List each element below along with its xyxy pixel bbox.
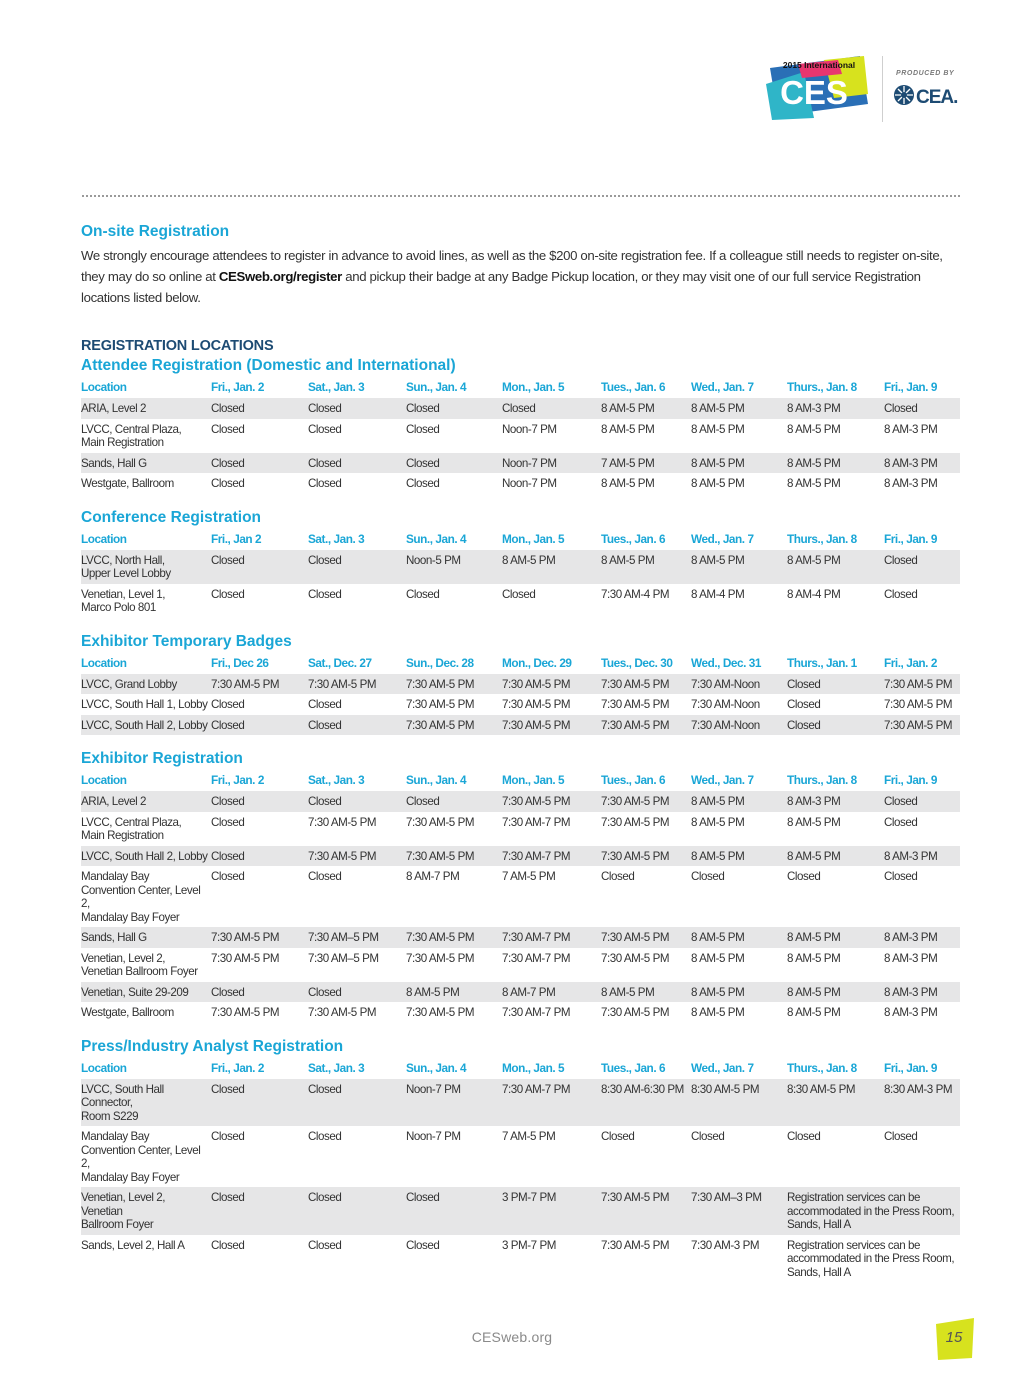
hours-cell: 7:30 AM-5 PM bbox=[406, 927, 502, 948]
hours-cell: Noon-7 PM bbox=[502, 453, 601, 474]
column-header-day: Thurs., Jan. 1 bbox=[787, 655, 857, 670]
column-header-day: Sun., Jan. 4 bbox=[406, 1060, 467, 1075]
hours-cell: 3 PM-7 PM bbox=[502, 1187, 601, 1235]
location-cell: Mandalay Bay Convention Center, Level 2, Mandalay Bay Foyer bbox=[81, 1130, 201, 1184]
hours-cell: 8 AM-5 PM bbox=[691, 846, 787, 867]
hours-cell: 7:30 AM-5 PM bbox=[406, 815, 475, 829]
location-cell: Venetian, Level 2, Venetian Ballroom Foyer bbox=[81, 951, 198, 978]
hours-cell: Noon-7 PM bbox=[406, 1130, 461, 1143]
table-row bbox=[81, 866, 960, 927]
hours-cell: 8 AM-3 PM bbox=[884, 927, 960, 948]
location-cell: Westgate, Ballroom bbox=[81, 1006, 174, 1019]
hours-cell: Closed bbox=[211, 398, 308, 419]
hours-cell: Closed bbox=[308, 587, 342, 601]
hours-cell: Closed bbox=[884, 870, 918, 883]
hours-cell: Closed bbox=[787, 870, 821, 883]
hours-cell: Closed bbox=[211, 846, 308, 867]
table-row bbox=[81, 1187, 960, 1235]
hours-cell: 8 AM-5 PM bbox=[691, 453, 787, 474]
column-header-day: Tues., Jan. 6 bbox=[601, 380, 666, 394]
hours-cell: Closed bbox=[211, 791, 308, 812]
dotted-divider bbox=[82, 195, 960, 197]
hours-cell: Closed bbox=[406, 398, 502, 419]
hours-cell: 7:30 AM-5 PM bbox=[601, 815, 670, 829]
hours-cell: Closed bbox=[406, 587, 440, 601]
hours-cell: 7:30 AM-5 PM bbox=[502, 791, 601, 812]
hours-cell: 7:30 AM-5 PM bbox=[211, 1006, 280, 1019]
column-header-location: Location bbox=[81, 773, 127, 787]
column-header-location: Location bbox=[81, 1060, 127, 1075]
note-cell: Registration services can be accommodated in the Press Room, Sands, Hall A bbox=[787, 1187, 960, 1235]
hours-cell: 7:30 AM-5 PM bbox=[406, 698, 475, 711]
hours-cell: 7:30 AM-5 PM bbox=[601, 927, 691, 948]
hours-cell: Closed bbox=[211, 698, 245, 711]
column-header-day: Wed., Jan. 7 bbox=[691, 1060, 754, 1075]
hours-cell: 7:30 AM-5 PM bbox=[308, 846, 406, 867]
hours-cell: Closed bbox=[406, 1187, 502, 1235]
hours-cell: 8 AM-5 PM bbox=[691, 927, 787, 948]
hours-cell: 7:30 AM-5 PM bbox=[884, 715, 960, 736]
schedule-table bbox=[81, 528, 960, 618]
hours-cell: Closed bbox=[502, 398, 601, 419]
hours-cell: 8 AM-5 PM bbox=[691, 477, 745, 490]
hours-cell: 7:30 AM-5 PM bbox=[211, 674, 308, 695]
column-header-day: Mon., Jan. 5 bbox=[502, 531, 565, 546]
ces-year-label: 2015 International bbox=[782, 60, 856, 70]
hours-cell: 8 AM-3 PM bbox=[884, 477, 938, 490]
hours-cell: 8 AM-3 PM bbox=[884, 846, 960, 867]
column-header-day: Sat., Jan. 3 bbox=[308, 773, 365, 787]
hours-cell: 7:30 AM-3 PM bbox=[691, 1238, 760, 1252]
hours-cell: Closed bbox=[884, 815, 918, 829]
hours-cell: 8 AM-5 PM bbox=[502, 550, 601, 584]
section-title: Attendee Registration (Domestic and International) bbox=[81, 357, 456, 374]
hours-cell: Closed bbox=[308, 715, 406, 736]
hours-cell: Closed bbox=[211, 550, 308, 584]
section-1 bbox=[81, 508, 960, 618]
table-row bbox=[81, 1235, 960, 1283]
location-cell: Venetian, Level 2, Venetian Ballroom Foyer bbox=[81, 1187, 211, 1235]
column-header-day: Wed., Jan. 7 bbox=[691, 531, 754, 546]
schedule-table bbox=[81, 769, 960, 1023]
hours-cell: 7:30 AM-5 PM bbox=[502, 698, 571, 711]
hours-cell: Closed bbox=[211, 587, 245, 601]
location-cell: Westgate, Ballroom bbox=[81, 477, 174, 490]
hours-cell: 8 AM-5 PM bbox=[787, 453, 884, 474]
hours-cell: 8 AM-7 PM bbox=[502, 982, 601, 1003]
section-3 bbox=[81, 749, 960, 1023]
hours-cell: 8 AM-5 PM bbox=[601, 398, 691, 419]
section-title: Press/Industry Analyst Registration bbox=[81, 1037, 344, 1055]
hours-cell: 8 AM-5 PM bbox=[691, 550, 787, 584]
table-row bbox=[81, 846, 960, 867]
hours-cell: Closed bbox=[884, 587, 918, 601]
hours-cell: 7:30 AM-5 PM bbox=[211, 951, 280, 965]
hours-cell: Noon-7 PM bbox=[502, 477, 557, 490]
cea-logo bbox=[892, 82, 962, 108]
hours-cell: Closed bbox=[308, 1238, 342, 1252]
location-cell: LVCC, Central Plaza, Main Registration bbox=[81, 815, 182, 842]
main-content bbox=[81, 222, 960, 1282]
hours-cell: Closed bbox=[787, 698, 821, 711]
hours-cell: Closed bbox=[406, 1238, 440, 1252]
table-row bbox=[81, 715, 960, 736]
table-header-row bbox=[81, 528, 960, 550]
table-row bbox=[81, 584, 960, 618]
intro-text-before: We strongly encourage attendees to register in advance to avoid lines, as well as the $200 on-site registration fee. If a colleague still needs to register on-site, they may do so online at bbox=[81, 248, 943, 284]
hours-cell: 7:30 AM-5 PM bbox=[406, 1006, 475, 1019]
table-row bbox=[81, 453, 960, 474]
column-header-location: Location bbox=[81, 655, 127, 670]
schedule-table bbox=[81, 376, 960, 494]
hours-cell: 7:30 AM-5 PM bbox=[601, 846, 691, 867]
column-header-day: Thurs., Jan. 8 bbox=[787, 1060, 857, 1075]
hours-cell: 8 AM-5 PM bbox=[787, 927, 884, 948]
table-row bbox=[81, 674, 960, 695]
hours-cell: 8 AM-3 PM bbox=[787, 398, 884, 419]
hours-cell: 7:30 AM-7 PM bbox=[502, 1006, 571, 1019]
hours-cell: Closed bbox=[308, 550, 406, 584]
hours-cell: Closed bbox=[787, 1130, 821, 1143]
hours-cell: Closed bbox=[308, 1130, 342, 1143]
hours-cell: 7:30 AM-7 PM bbox=[502, 951, 571, 965]
table-row bbox=[81, 1126, 960, 1187]
table-row bbox=[81, 1079, 960, 1127]
hours-cell: 7:30 AM-5 PM bbox=[406, 951, 475, 965]
hours-cell: Noon-7 PM bbox=[406, 1079, 502, 1127]
hours-cell: Noon-5 PM bbox=[406, 550, 502, 584]
table-row bbox=[81, 948, 960, 982]
hours-cell: Closed bbox=[406, 422, 440, 436]
hours-cell: Closed bbox=[601, 870, 635, 883]
hours-cell: 7:30 AM-5 PM bbox=[601, 715, 691, 736]
hours-cell: Closed bbox=[601, 1130, 635, 1143]
hours-cell: Closed bbox=[406, 477, 440, 490]
hours-cell: 8 AM-5 PM bbox=[787, 815, 841, 829]
location-cell: LVCC, Central Plaza, Main Registration bbox=[81, 422, 182, 449]
hours-cell: Closed bbox=[691, 870, 725, 883]
column-header-day: Fri., Jan. 2 bbox=[884, 655, 937, 670]
logo-divider bbox=[882, 56, 883, 122]
hours-cell: 8 AM-5 PM bbox=[787, 846, 884, 867]
column-header-day: Fri., Jan. 2 bbox=[211, 1060, 264, 1075]
location-cell: ARIA, Level 2 bbox=[81, 791, 211, 812]
section-0 bbox=[81, 356, 960, 494]
table-row bbox=[81, 419, 960, 453]
column-header-day: Tues., Jan. 6 bbox=[601, 531, 666, 546]
location-cell: LVCC, North Hall, Upper Level Lobby bbox=[81, 550, 211, 584]
hours-cell: Closed bbox=[308, 1079, 406, 1127]
schedule-table bbox=[81, 1057, 960, 1283]
table-row bbox=[81, 550, 960, 584]
location-cell: LVCC, South Hall 1, Lobby bbox=[81, 698, 208, 711]
column-header-day: Sat., Jan. 3 bbox=[308, 380, 365, 394]
hours-cell: Closed bbox=[787, 674, 884, 695]
hours-cell: 7:30 AM-5 PM bbox=[308, 1006, 377, 1019]
hours-cell: Closed bbox=[211, 422, 245, 436]
hours-cell: 7:30 AM-5 PM bbox=[601, 1006, 670, 1019]
table-header-row bbox=[81, 1057, 960, 1079]
location-cell: Venetian, Level 1, Marco Polo 801 bbox=[81, 587, 166, 614]
section-title: Conference Registration bbox=[81, 508, 262, 526]
hours-cell: 8 AM-4 PM bbox=[787, 587, 841, 601]
table-header-row bbox=[81, 652, 960, 674]
hours-cell: 7:30 AM-5 PM bbox=[502, 674, 601, 695]
hours-cell: Noon-7 PM bbox=[502, 422, 557, 436]
column-header-day: Fri., Dec 26 bbox=[211, 655, 269, 670]
hours-cell: 7:30 AM-7 PM bbox=[502, 815, 571, 829]
hours-cell: 7 AM-5 PM bbox=[502, 1130, 556, 1143]
hours-cell: 7:30 AM-7 PM bbox=[502, 1079, 601, 1127]
hours-cell: 8 AM-5 PM bbox=[601, 422, 655, 436]
location-cell: LVCC, South Hall Connector, Room S229 bbox=[81, 1079, 211, 1127]
section-2 bbox=[81, 632, 960, 736]
hours-cell: Closed bbox=[308, 1187, 406, 1235]
hours-cell: 7:30 AM-5 PM bbox=[884, 674, 960, 695]
column-header-day: Fri., Jan 2 bbox=[211, 531, 262, 546]
schedule-table bbox=[81, 652, 960, 736]
column-header-day: Mon., Jan. 5 bbox=[502, 380, 565, 394]
hours-cell: Closed bbox=[211, 1238, 245, 1252]
section-title: Exhibitor Temporary Badges bbox=[81, 632, 292, 650]
column-header-day: Tues., Jan. 6 bbox=[601, 1060, 666, 1075]
hours-cell: Closed bbox=[308, 982, 406, 1003]
hours-cell: 7 AM-5 PM bbox=[601, 453, 691, 474]
hours-cell: 7:30 AM-5 PM bbox=[406, 674, 502, 695]
column-header-day: Fri., Jan. 2 bbox=[211, 773, 264, 787]
column-header-day: Thurs., Jan. 8 bbox=[787, 531, 857, 546]
registration-sections bbox=[81, 356, 960, 1282]
column-header-day: Tues., Jan. 6 bbox=[601, 773, 666, 787]
hours-cell: 7:30 AM-Noon bbox=[691, 674, 787, 695]
location-cell: Mandalay Bay Convention Center, Level 2, Mandalay Bay Foyer bbox=[81, 870, 201, 924]
hours-cell: 8 AM-5 PM bbox=[787, 550, 884, 584]
register-link[interactable]: CESweb.org/register bbox=[218, 269, 342, 284]
table-row bbox=[81, 1002, 960, 1023]
table-row bbox=[81, 791, 960, 812]
location-cell: LVCC, South Hall 2, Lobby bbox=[81, 715, 211, 736]
location-cell: Sands, Hall G bbox=[81, 453, 211, 474]
hours-cell: 8 AM-4 PM bbox=[691, 587, 745, 601]
hours-cell: Closed bbox=[211, 477, 245, 490]
hours-cell: 8 AM-5 PM bbox=[691, 422, 745, 436]
hours-cell: 7:30 AM-5 PM bbox=[601, 1238, 670, 1252]
hours-cell: Closed bbox=[211, 870, 245, 883]
column-header-day: Sun., Jan. 4 bbox=[406, 380, 467, 394]
hours-cell: 8 AM-5 PM bbox=[691, 951, 745, 965]
location-cell: LVCC, Grand Lobby bbox=[81, 674, 211, 695]
table-row bbox=[81, 812, 960, 846]
hours-cell: Closed bbox=[502, 587, 536, 601]
hours-cell: Closed bbox=[211, 715, 308, 736]
hours-cell: 7 AM-5 PM bbox=[502, 870, 556, 883]
location-cell: ARIA, Level 2 bbox=[81, 398, 211, 419]
column-header-day: Wed., Jan. 7 bbox=[691, 380, 754, 394]
hours-cell: Closed bbox=[884, 791, 960, 812]
registration-locations-heading: REGISTRATION LOCATIONS bbox=[81, 338, 274, 354]
hours-cell: 8 AM-7 PM bbox=[406, 870, 460, 883]
hours-cell: 7:30 AM-5 PM bbox=[601, 791, 691, 812]
hours-cell: 7:30 AM-5 PM bbox=[601, 951, 670, 965]
hours-cell: 8 AM-5 PM bbox=[406, 982, 502, 1003]
hours-cell: 8 AM-3 PM bbox=[884, 422, 938, 436]
column-header-day: Mon., Dec. 29 bbox=[502, 655, 572, 670]
hours-cell: Closed bbox=[211, 1079, 308, 1127]
ces-logo-text: CES bbox=[780, 74, 848, 111]
hours-cell: 8 AM-3 PM bbox=[884, 453, 960, 474]
hours-cell: 8 AM-5 PM bbox=[691, 398, 787, 419]
hours-cell: 8 AM-5 PM bbox=[601, 550, 691, 584]
hours-cell: 3 PM-7 PM bbox=[502, 1238, 556, 1252]
column-header-day: Thurs., Jan. 8 bbox=[787, 773, 857, 787]
produced-by-label: PRODUCED BY bbox=[896, 70, 955, 77]
table-row bbox=[81, 694, 960, 715]
onsite-registration-text bbox=[81, 245, 960, 308]
hours-cell: 8 AM-3 PM bbox=[787, 791, 884, 812]
hours-cell: 7:30 AM-5 PM bbox=[601, 698, 670, 711]
column-header-day: Fri., Jan. 9 bbox=[884, 531, 937, 546]
column-header-day: Fri., Jan. 9 bbox=[884, 773, 937, 787]
column-header-day: Wed., Dec. 31 bbox=[691, 655, 761, 670]
note-cell: Registration services can be accommodated in the Press Room, Sands, Hall A bbox=[787, 1238, 955, 1279]
hours-cell: Closed bbox=[406, 453, 502, 474]
hours-cell: Closed bbox=[691, 1130, 725, 1143]
table-row bbox=[81, 927, 960, 948]
hours-cell: 7:30 AM-4 PM bbox=[601, 587, 670, 601]
hours-cell: Closed bbox=[308, 422, 342, 436]
column-header-day: Sat., Jan. 3 bbox=[308, 1060, 365, 1075]
hours-cell: 8:30 AM-5 PM bbox=[691, 1079, 787, 1127]
hours-cell: 8 AM-5 PM bbox=[601, 477, 655, 490]
hours-cell: Closed bbox=[211, 815, 245, 829]
hours-cell: 8 AM-5 PM bbox=[601, 982, 691, 1003]
hours-cell: 8 AM-3 PM bbox=[884, 1006, 938, 1019]
ces-logo bbox=[764, 54, 874, 120]
hours-cell: Closed bbox=[211, 982, 308, 1003]
column-header-day: Sun., Jan. 4 bbox=[406, 773, 467, 787]
hours-cell: Closed bbox=[211, 1130, 245, 1143]
hours-cell: 7:30 AM–3 PM bbox=[691, 1187, 787, 1235]
column-header-day: Fri., Jan. 9 bbox=[884, 1060, 937, 1075]
hours-cell: 8 AM-3 PM bbox=[884, 951, 938, 965]
hours-cell: 7:30 AM-5 PM bbox=[308, 815, 377, 829]
hours-cell: 7:30 AM-5 PM bbox=[406, 715, 502, 736]
intro-text-after: and pickup their badge at any Badge Pickup location, or they may visit one of our full service Registration locations listed below. bbox=[81, 269, 921, 305]
location-cell: Sands, Level 2, Hall A bbox=[81, 1238, 185, 1252]
hours-cell: 7:30 AM-5 PM bbox=[308, 674, 406, 695]
hours-cell: 8 AM-5 PM bbox=[691, 982, 787, 1003]
column-header-day: Tues., Dec. 30 bbox=[601, 655, 673, 670]
column-header-day: Fri., Jan. 2 bbox=[211, 380, 264, 394]
hours-cell: 8 AM-5 PM bbox=[691, 1006, 745, 1019]
hours-cell: 7:30 AM-5 PM bbox=[502, 715, 601, 736]
hours-cell: Closed bbox=[308, 698, 342, 711]
onsite-registration-title: On-site Registration bbox=[81, 223, 230, 240]
hours-cell: 8:30 AM-6:30 PM bbox=[601, 1079, 691, 1127]
section-title: Exhibitor Registration bbox=[81, 750, 243, 767]
hours-cell: 7:30 AM-7 PM bbox=[502, 846, 601, 867]
column-header-day: Sun., Dec. 28 bbox=[406, 655, 474, 670]
hours-cell: Closed bbox=[211, 453, 308, 474]
hours-cell: 7:30 AM-5 PM bbox=[601, 674, 691, 695]
hours-cell: 7:30 AM-7 PM bbox=[502, 927, 601, 948]
footer-url[interactable]: CESweb.org bbox=[471, 1329, 553, 1345]
column-header-day: Sun., Jan. 4 bbox=[406, 531, 467, 546]
hours-cell: 7:30 AM-5 PM bbox=[884, 698, 953, 711]
hours-cell: Closed bbox=[787, 715, 884, 736]
hours-cell: 8:30 AM-5 PM bbox=[787, 1079, 884, 1127]
location-cell: Sands, Hall G bbox=[81, 927, 211, 948]
column-header-day: Wed., Jan. 7 bbox=[691, 773, 754, 787]
column-header-day: Thurs., Jan. 8 bbox=[787, 380, 857, 394]
column-header-day: Mon., Jan. 5 bbox=[502, 1060, 565, 1075]
hours-cell: Closed bbox=[308, 453, 406, 474]
hours-cell: 8 AM-5 PM bbox=[787, 982, 884, 1003]
hours-cell: 8 AM-5 PM bbox=[787, 951, 841, 965]
column-header-day: Sat., Jan. 3 bbox=[308, 531, 365, 546]
section-4 bbox=[81, 1037, 960, 1283]
hours-cell: Closed bbox=[884, 1130, 918, 1143]
column-header-location: Location bbox=[81, 380, 127, 394]
hours-cell: Closed bbox=[884, 550, 960, 584]
column-header-location: Location bbox=[81, 531, 127, 546]
column-header-day: Sat., Dec. 27 bbox=[308, 655, 372, 670]
cea-logo-text: CEA. bbox=[916, 87, 958, 108]
hours-cell: 7:30 AM–5 PM bbox=[308, 951, 379, 965]
hours-cell: 8 AM-5 PM bbox=[787, 477, 841, 490]
hours-cell: Closed bbox=[308, 870, 342, 883]
hours-cell: Closed bbox=[308, 398, 406, 419]
hours-cell: 8 AM-5 PM bbox=[787, 422, 841, 436]
column-header-day: Fri., Jan. 9 bbox=[884, 380, 937, 394]
hours-cell: Closed bbox=[308, 791, 406, 812]
hours-cell: 7:30 AM-5 PM bbox=[601, 1187, 691, 1235]
hours-cell: 7:30 AM-5 PM bbox=[406, 846, 502, 867]
table-header-row bbox=[81, 769, 960, 791]
hours-cell: 8:30 AM-3 PM bbox=[884, 1079, 960, 1127]
page-number: 15 bbox=[945, 1329, 963, 1346]
column-header-day: Mon., Jan. 5 bbox=[502, 773, 565, 787]
hours-cell: 8 AM-5 PM bbox=[691, 815, 745, 829]
hours-cell: Closed bbox=[211, 1187, 308, 1235]
hours-cell: 7:30 AM-Noon bbox=[691, 715, 787, 736]
hours-cell: 7:30 AM-5 PM bbox=[211, 927, 308, 948]
table-row bbox=[81, 473, 960, 494]
hours-cell: Closed bbox=[406, 791, 502, 812]
table-row bbox=[81, 398, 960, 419]
hours-cell: Closed bbox=[884, 398, 960, 419]
location-cell: Venetian, Suite 29-209 bbox=[81, 982, 211, 1003]
table-header-row bbox=[81, 376, 960, 398]
hours-cell: 8 AM-3 PM bbox=[884, 982, 960, 1003]
hours-cell: Closed bbox=[308, 477, 342, 490]
table-row bbox=[81, 982, 960, 1003]
hours-cell: 7:30 AM-Noon bbox=[691, 698, 760, 711]
location-cell: LVCC, South Hall 2, Lobby bbox=[81, 846, 211, 867]
hours-cell: 8 AM-5 PM bbox=[691, 791, 787, 812]
hours-cell: 8 AM-5 PM bbox=[787, 1006, 841, 1019]
hours-cell: 7:30 AM–5 PM bbox=[308, 927, 406, 948]
